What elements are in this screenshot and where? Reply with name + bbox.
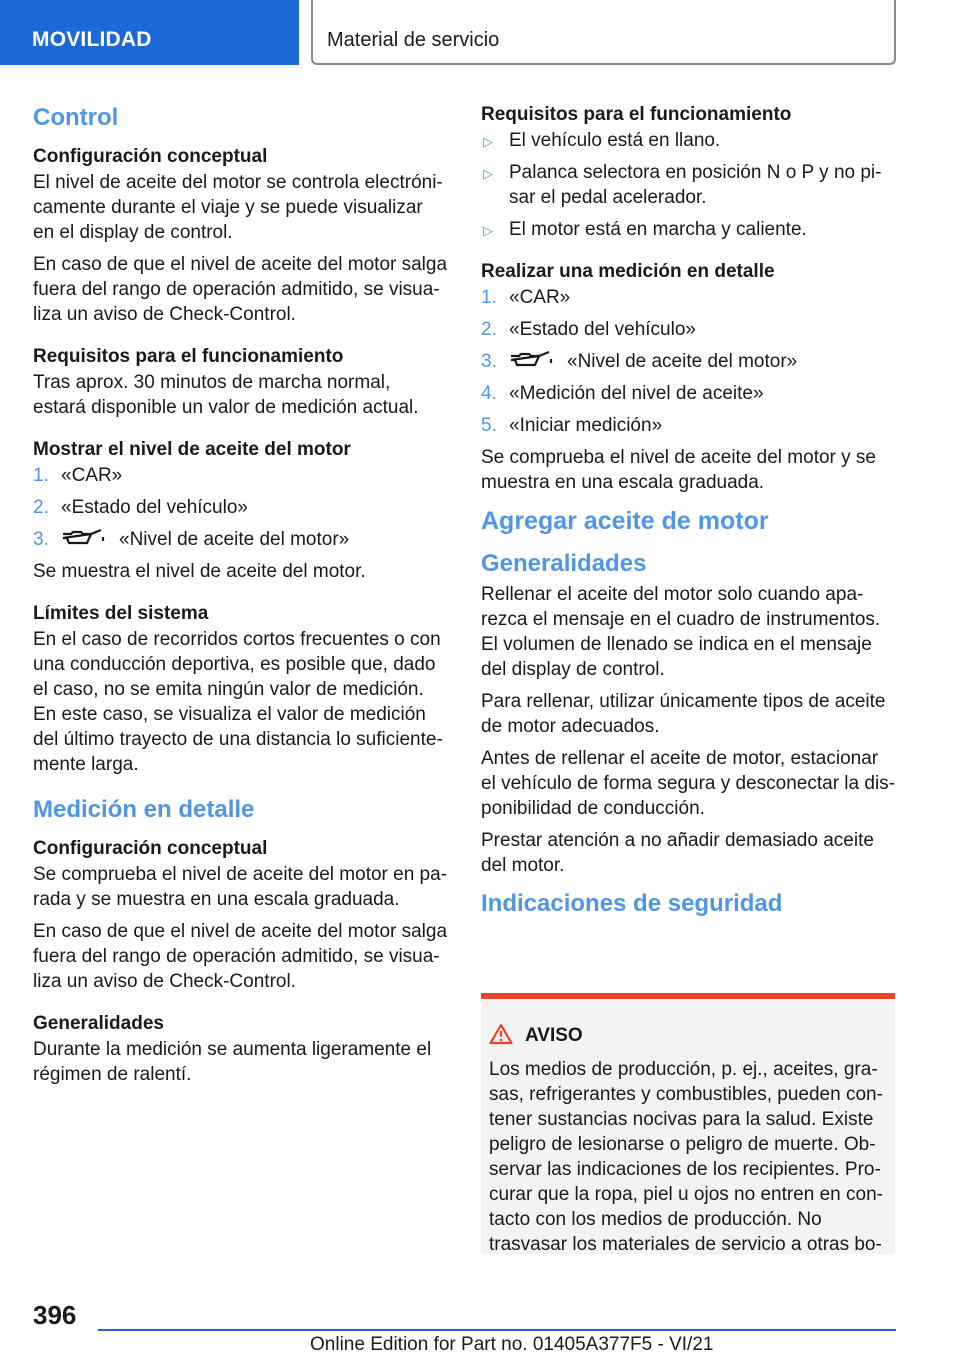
step-number: 1.: [33, 465, 49, 486]
concept-paragraph-1: El nivel de aceite del motor se controla electróni-camente durante el viaje y se puede visualizar en el display de control.: [33, 172, 443, 243]
warning-box: [481, 993, 895, 1254]
list-item: [481, 349, 896, 374]
general-paragraph-4: Prestar atención a no añadir demasiado aceite del motor.: [481, 830, 874, 876]
list-item: [481, 217, 896, 242]
triangle-bullet-icon: ▷: [483, 134, 493, 149]
footer-divider: [98, 1329, 896, 1331]
step-number: 3.: [33, 529, 49, 550]
list-item: [481, 317, 896, 342]
list-item: [481, 413, 896, 438]
measure-heading: Realizar una medición en detalle: [481, 261, 775, 282]
triangle-bullet-icon: ▷: [483, 223, 493, 238]
detail-paragraph-1: Se comprueba el nivel de aceite del motor en pa-rada y se muestra en una escala graduada.: [33, 864, 448, 910]
requirement-text: Palanca selectora en posición N o P y no pi-sar el pedal acelerador.: [509, 162, 882, 208]
list-item: [481, 285, 896, 310]
step-number: 3.: [481, 351, 497, 372]
detail-concept-heading: Configuración conceptual: [33, 838, 268, 859]
step-text: «Estado del vehículo»: [61, 497, 248, 518]
step-text: «Nivel de aceite del motor»: [567, 351, 798, 372]
oil-can-icon: [61, 529, 107, 547]
show-result: Se muestra el nivel de aceite del motor.: [33, 561, 366, 582]
chapter-tab: [311, 0, 896, 65]
warning-label: [489, 1023, 583, 1047]
limits-heading: Límites del sistema: [33, 603, 209, 624]
warning-label-text: AVISO: [525, 1025, 583, 1046]
chapter-title: Material de servicio: [327, 29, 500, 51]
triangle-bullet-icon: ▷: [483, 166, 493, 181]
step-text: «Nivel de aceite del motor»: [119, 529, 350, 550]
measure-result: Se comprueba el nivel de aceite del motor y se muestra en una escala graduada.: [481, 447, 876, 493]
warning-triangle-icon: [489, 1023, 513, 1045]
step-number: 2.: [481, 319, 497, 340]
general-title: Generalidades: [481, 550, 647, 577]
general-heading: Generalidades: [33, 1013, 164, 1034]
requirements-heading-right: Requisitos para el funcionamiento: [481, 104, 792, 125]
requirement-text: El motor está en marcha y caliente.: [509, 219, 807, 240]
list-item: [33, 463, 448, 488]
limits-paragraph: En el caso de recorridos cortos frecuentes o con una conducción deportiva, es posible que, dado el caso, no se emita ningún valor de medición. En este caso, se visualiza el valor de medición del último trayecto de una distancia lo suficiente-mente larga.: [33, 629, 443, 775]
step-text: «Medición del nivel de aceite»: [509, 383, 764, 404]
general-paragraph-3: Antes de rellenar el aceite de motor, estacionar el vehículo de forma segura y desconectar la dis-ponibilidad de conducción.: [481, 748, 895, 819]
control-title: Control: [33, 104, 119, 131]
list-item: [33, 527, 448, 552]
section-title: MOVILIDAD: [32, 28, 152, 51]
step-text: «CAR»: [509, 287, 571, 308]
oil-can-icon: [509, 351, 555, 369]
list-item: [33, 495, 448, 520]
general-paragraph-2: Para rellenar, utilizar únicamente tipos de aceite de motor adecuados.: [481, 691, 886, 737]
step-number: 4.: [481, 383, 497, 404]
left-column: [33, 98, 448, 1094]
concept-heading: Configuración conceptual: [33, 146, 268, 167]
step-number: 2.: [33, 497, 49, 518]
list-item: [481, 128, 896, 153]
edition-text: Online Edition for Part no. 01405A377F5 - VI/21: [310, 1334, 714, 1355]
warning-text: Los medios de producción, p. ej., aceites, gra-sas, refrigerantes y combustibles, pueden con-tener sustancias nocivas para la salud. Existe peligro de lesionarse o peligro de muerte. Ob-servar las indicaciones de los recipientes. Pro-curar que la ropa, piel u ojos no entren en con-tacto con los medios de producción. No trasvasar los materiales de servicio a otras bo-: [489, 1059, 883, 1254]
requirement-text: El vehículo está en llano.: [509, 130, 721, 151]
requirements-heading: Requisitos para el funcionamiento: [33, 346, 344, 367]
detail-paragraph-2: En caso de que el nivel de aceite del motor salga fuera del rango de operación admitido, se visua-liza un aviso de Check-Control.: [33, 921, 448, 992]
show-level-heading: Mostrar el nivel de aceite del motor: [33, 439, 351, 460]
step-text: «Iniciar medición»: [509, 415, 663, 436]
add-oil-title: Agregar aceite de motor: [481, 507, 769, 535]
list-item: [481, 381, 896, 406]
right-column: [481, 98, 896, 932]
concept-paragraph-2: En caso de que el nivel de aceite del motor salga fuera del rango de operación admitido, se visua-liza un aviso de Check-Control.: [33, 254, 448, 325]
step-number: 1.: [481, 287, 497, 308]
section-tab: [0, 0, 299, 65]
general-paragraph-1: Rellenar el aceite del motor solo cuando apa-rezca el mensaje en el cuadro de instrumentos. El volumen de llenado se indica en el mensaje del display de control.: [481, 584, 881, 680]
step-text: «CAR»: [61, 465, 123, 486]
page-number: 396: [33, 1300, 77, 1330]
safety-title: Indicaciones de seguridad: [481, 890, 783, 917]
list-item: [481, 160, 896, 210]
detail-title: Medición en detalle: [33, 796, 255, 823]
step-number: 5.: [481, 415, 497, 436]
step-text: «Estado del vehículo»: [509, 319, 696, 340]
general-paragraph: Durante la medición se aumenta ligeramente el régimen de ralentí.: [33, 1039, 432, 1085]
requirements-paragraph: Tras aprox. 30 minutos de marcha normal, estará disponible un valor de medición actual.: [33, 372, 419, 418]
